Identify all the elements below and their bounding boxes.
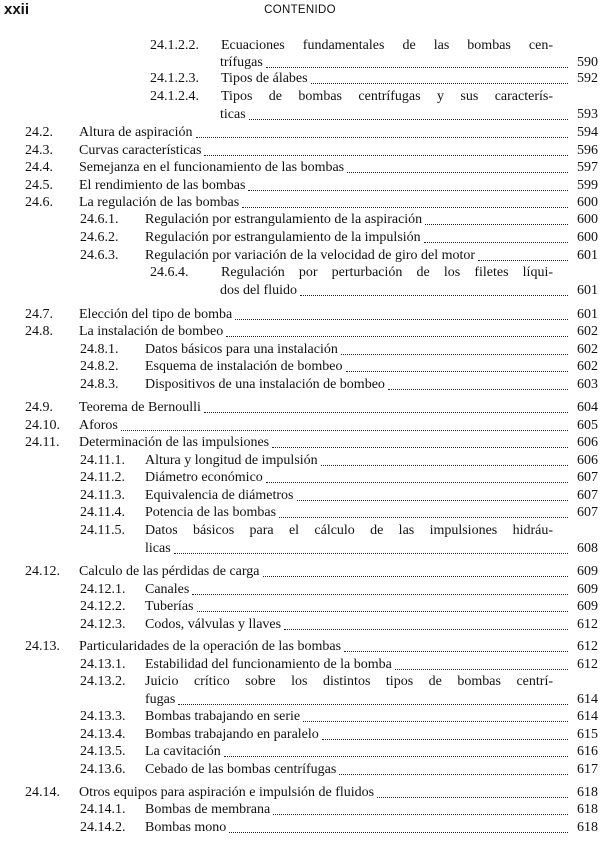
section-number: 24.12. (25, 564, 60, 579)
dot-leader (300, 295, 568, 296)
dot-leader (377, 797, 568, 798)
page-reference: 601 (577, 283, 598, 298)
page-reference: 593 (577, 107, 598, 122)
section-title: La regulación de las bombas (79, 195, 240, 210)
toc-entry (80, 801, 598, 818)
section-number: 24.5. (25, 178, 53, 193)
section-number: 24.9. (25, 400, 53, 415)
toc-entry-continuation (145, 691, 598, 708)
page-reference: 609 (577, 564, 598, 579)
dot-leader (284, 629, 568, 630)
page-reference: 607 (577, 505, 598, 520)
dot-leader (303, 721, 568, 722)
section-title: Dispositivos de una instalación de bombeo (145, 377, 385, 392)
page-reference: 590 (577, 55, 598, 70)
toc-entry (80, 656, 598, 673)
section-title: Particularidades de la operación de las bombas (79, 639, 342, 654)
toc-entry (80, 761, 598, 778)
section-title: dos del fluido (220, 283, 297, 298)
toc-entry (25, 638, 598, 655)
page-reference: 618 (577, 802, 598, 817)
page-reference: 609 (577, 582, 598, 597)
toc-entry (80, 504, 598, 521)
section-title: trífugas (220, 55, 263, 70)
dot-leader (273, 814, 568, 815)
section-number: 24.11.2. (80, 470, 125, 485)
page-reference: 612 (577, 657, 598, 672)
section-number: 24.13. (25, 639, 60, 654)
section-title: Codos, válvulas y llaves (145, 617, 282, 632)
page-reference: 618 (577, 820, 598, 835)
page-reference: 600 (577, 212, 598, 227)
dot-leader (297, 500, 569, 501)
section-title: La cavitación (145, 744, 221, 759)
page-reference: 607 (577, 470, 598, 485)
section-title: Regulación por variación de la velocidad de giro del motor (145, 248, 476, 263)
toc-entry (25, 434, 598, 451)
dot-leader (263, 576, 568, 577)
dot-leader (226, 336, 568, 337)
toc-entry (25, 784, 598, 801)
dot-leader (322, 739, 568, 740)
section-title: Regulación por estrangulamiento de la impulsión (145, 230, 421, 245)
section-number: 24.12.3. (80, 617, 126, 632)
section-number: 24.7. (25, 307, 53, 322)
toc-entry (80, 452, 598, 469)
page-reference: 594 (577, 125, 598, 140)
toc-entry-continuation (220, 106, 598, 123)
dot-leader (347, 172, 568, 173)
dot-leader (311, 83, 568, 84)
page-reference: 592 (577, 71, 598, 86)
section-title: El rendimiento de las bombas (79, 178, 246, 193)
section-title: Estabilidad del funcionamiento de la bomba (145, 657, 392, 672)
toc-entry (80, 341, 598, 358)
toc-entry (25, 142, 598, 159)
section-number: 24.13.5. (80, 744, 126, 759)
section-title: Datos básicos para una instalación (145, 342, 338, 357)
page-reference: 609 (577, 599, 598, 614)
section-title: Curvas características (79, 143, 202, 158)
dot-leader (249, 119, 568, 120)
page-reference: 602 (577, 359, 598, 374)
section-title: Determinación de las impulsiones (79, 435, 270, 450)
dot-leader (346, 371, 569, 372)
page-reference: 601 (577, 248, 598, 263)
section-number: 24.13.1. (80, 657, 126, 672)
toc-entry-continuation (220, 282, 598, 299)
page-reference: 599 (577, 178, 598, 193)
dot-leader (192, 594, 568, 595)
dot-leader (224, 756, 568, 757)
section-title: Diámetro económico (145, 470, 263, 485)
toc-entry (80, 376, 598, 393)
toc-entry-continuation (220, 54, 598, 71)
dot-leader (174, 553, 568, 554)
page-reference: 604 (577, 400, 598, 415)
dot-leader (272, 447, 568, 448)
toc-entry (25, 194, 598, 211)
dot-leader (339, 774, 568, 775)
toc-entry (80, 229, 598, 246)
section-title: Juicio crítico sobre los distintos tipos de bombas centrí- (145, 674, 553, 689)
dot-leader (395, 669, 568, 670)
toc-entry (80, 743, 598, 760)
page-reference: 596 (577, 143, 598, 158)
dot-leader (388, 389, 568, 390)
dot-leader (248, 190, 568, 191)
toc-entry (80, 487, 598, 504)
section-title: Ecuaciones fundamentales de las bombas cen- (221, 38, 553, 53)
toc-entry (80, 616, 598, 633)
section-title: Datos básicos para el cálculo de las impulsiones hidráu- (145, 523, 553, 538)
toc-entry-continuation (145, 540, 598, 557)
section-title: Regulación por perturbación de los filetes líqui- (221, 265, 553, 280)
toc-entry (80, 726, 598, 743)
section-number: 24.13.3. (80, 709, 126, 724)
dot-leader (121, 430, 568, 431)
section-number: 24.8. (25, 324, 53, 339)
dot-leader (204, 412, 568, 413)
section-title: La instalación de bombeo (79, 324, 224, 339)
section-number: 24.13.4. (80, 727, 126, 742)
toc-entry (80, 522, 553, 539)
toc-entry (80, 358, 598, 375)
section-number: 24.11.1. (80, 453, 125, 468)
dot-leader (197, 611, 569, 612)
toc-entry (80, 247, 598, 264)
section-number: 24.13.6. (80, 762, 126, 777)
dot-leader (266, 67, 568, 68)
section-title: Calculo de las pérdidas de carga (79, 564, 260, 579)
dot-leader (235, 319, 568, 320)
toc-entry (80, 708, 598, 725)
page-reference: 597 (577, 160, 598, 175)
section-number: 24.14.1. (80, 802, 126, 817)
page-reference: 614 (577, 692, 598, 707)
page-reference: 602 (577, 324, 598, 339)
page-reference: 616 (577, 744, 598, 759)
section-title: Bombas mono (145, 820, 227, 835)
section-number: 24.1.2.3. (150, 71, 199, 86)
toc-entry (80, 673, 553, 690)
toc-entry (80, 581, 598, 598)
dot-leader (321, 465, 568, 466)
toc-entry (80, 598, 598, 615)
section-number: 24.14. (25, 785, 60, 800)
section-number: 24.8.1. (80, 342, 119, 357)
section-title: Semejanza en el funcionamiento de las bombas (79, 160, 345, 175)
toc-entry (150, 88, 553, 105)
dot-leader (242, 207, 568, 208)
section-number: 24.6.4. (150, 265, 189, 280)
section-number: 24.6.3. (80, 248, 119, 263)
toc-entry (150, 37, 553, 54)
section-title: Canales (145, 582, 190, 597)
section-number: 24.13.2. (80, 674, 126, 689)
dot-leader (279, 517, 568, 518)
page-reference: 606 (577, 453, 598, 468)
toc-entry (25, 417, 598, 434)
section-number: 24.6.1. (80, 212, 119, 227)
section-number: 24.11. (25, 435, 60, 450)
section-title: Equivalencia de diámetros (145, 488, 294, 503)
dot-leader (178, 704, 568, 705)
section-title: Potencia de las bombas (145, 505, 277, 520)
toc-entry (150, 264, 553, 281)
toc-entry (25, 323, 598, 340)
toc-entry (80, 819, 598, 836)
toc-entry (80, 211, 598, 228)
dot-leader (266, 482, 568, 483)
section-number: 24.14.2. (80, 820, 126, 835)
page-reference: 612 (577, 617, 598, 632)
section-title: licas (145, 541, 171, 556)
section-title: Aforos (79, 418, 118, 433)
section-title: Bombas de membrana (145, 802, 271, 817)
toc-entry (25, 124, 598, 141)
page-number: xxii (4, 1, 30, 18)
dot-leader (344, 651, 568, 652)
toc-entry (25, 159, 598, 176)
section-number: 24.8.3. (80, 377, 119, 392)
section-title: Esquema de instalación de bombeo (145, 359, 343, 374)
page-reference: 606 (577, 435, 598, 450)
section-title: Tipos de álabes (221, 71, 308, 86)
section-number: 24.12.2. (80, 599, 126, 614)
section-title: Tuberías (145, 599, 194, 614)
toc-entry (25, 563, 598, 580)
dot-leader (204, 155, 568, 156)
section-title: Tipos de bombas centrífugas y sus caracterís- (221, 89, 553, 104)
section-number: 24.11.3. (80, 488, 125, 503)
dot-leader (341, 354, 568, 355)
dot-leader (196, 137, 568, 138)
page-reference: 617 (577, 762, 598, 777)
section-number: 24.6.2. (80, 230, 119, 245)
section-number: 24.1.2.2. (150, 38, 199, 53)
page-reference: 602 (577, 342, 598, 357)
section-title: Altura y longitud de impulsión (145, 453, 318, 468)
page-reference: 618 (577, 785, 598, 800)
section-title: Bombas trabajando en paralelo (145, 727, 319, 742)
section-number: 24.2. (25, 125, 53, 140)
section-number: 24.12.1. (80, 582, 126, 597)
toc-entry (150, 70, 598, 87)
section-title: fugas (145, 692, 176, 707)
toc-entry (25, 177, 598, 194)
section-title: ticas (220, 107, 246, 122)
dot-leader (229, 832, 568, 833)
section-number: 24.8.2. (80, 359, 119, 374)
page-reference: 614 (577, 709, 598, 724)
toc-entry (25, 306, 598, 323)
section-title: Cebado de las bombas centrífugas (145, 762, 337, 777)
toc-entry (80, 469, 598, 486)
section-number: 24.1.2.4. (150, 89, 199, 104)
page-reference: 607 (577, 488, 598, 503)
dot-leader (425, 224, 568, 225)
page-reference: 600 (577, 230, 598, 245)
section-number: 24.3. (25, 143, 53, 158)
section-number: 24.11.5. (80, 523, 125, 538)
section-title: Regulación por estrangulamiento de la aspiración (145, 212, 423, 227)
section-title: Altura de aspiración (79, 125, 193, 140)
dot-leader (478, 260, 568, 261)
section-title: Elección del tipo de bomba (79, 307, 233, 322)
page-reference: 608 (577, 541, 598, 556)
toc-entry (25, 399, 598, 416)
page-reference: 600 (577, 195, 598, 210)
section-title: Otros equipos para aspiración e impulsión de fluidos (79, 785, 375, 800)
section-number: 24.4. (25, 160, 53, 175)
running-header-title: CONTENIDO (264, 4, 336, 16)
page-reference: 612 (577, 639, 598, 654)
page-reference: 615 (577, 727, 598, 742)
section-title: Teorema de Bernoulli (79, 400, 201, 415)
section-number: 24.6. (25, 195, 53, 210)
page-reference: 601 (577, 307, 598, 322)
page-reference: 605 (577, 418, 598, 433)
dot-leader (424, 242, 568, 243)
page-reference: 603 (577, 377, 598, 392)
section-number: 24.11.4. (80, 505, 125, 520)
section-number: 24.10. (25, 418, 60, 433)
section-title: Bombas trabajando en serie (145, 709, 301, 724)
